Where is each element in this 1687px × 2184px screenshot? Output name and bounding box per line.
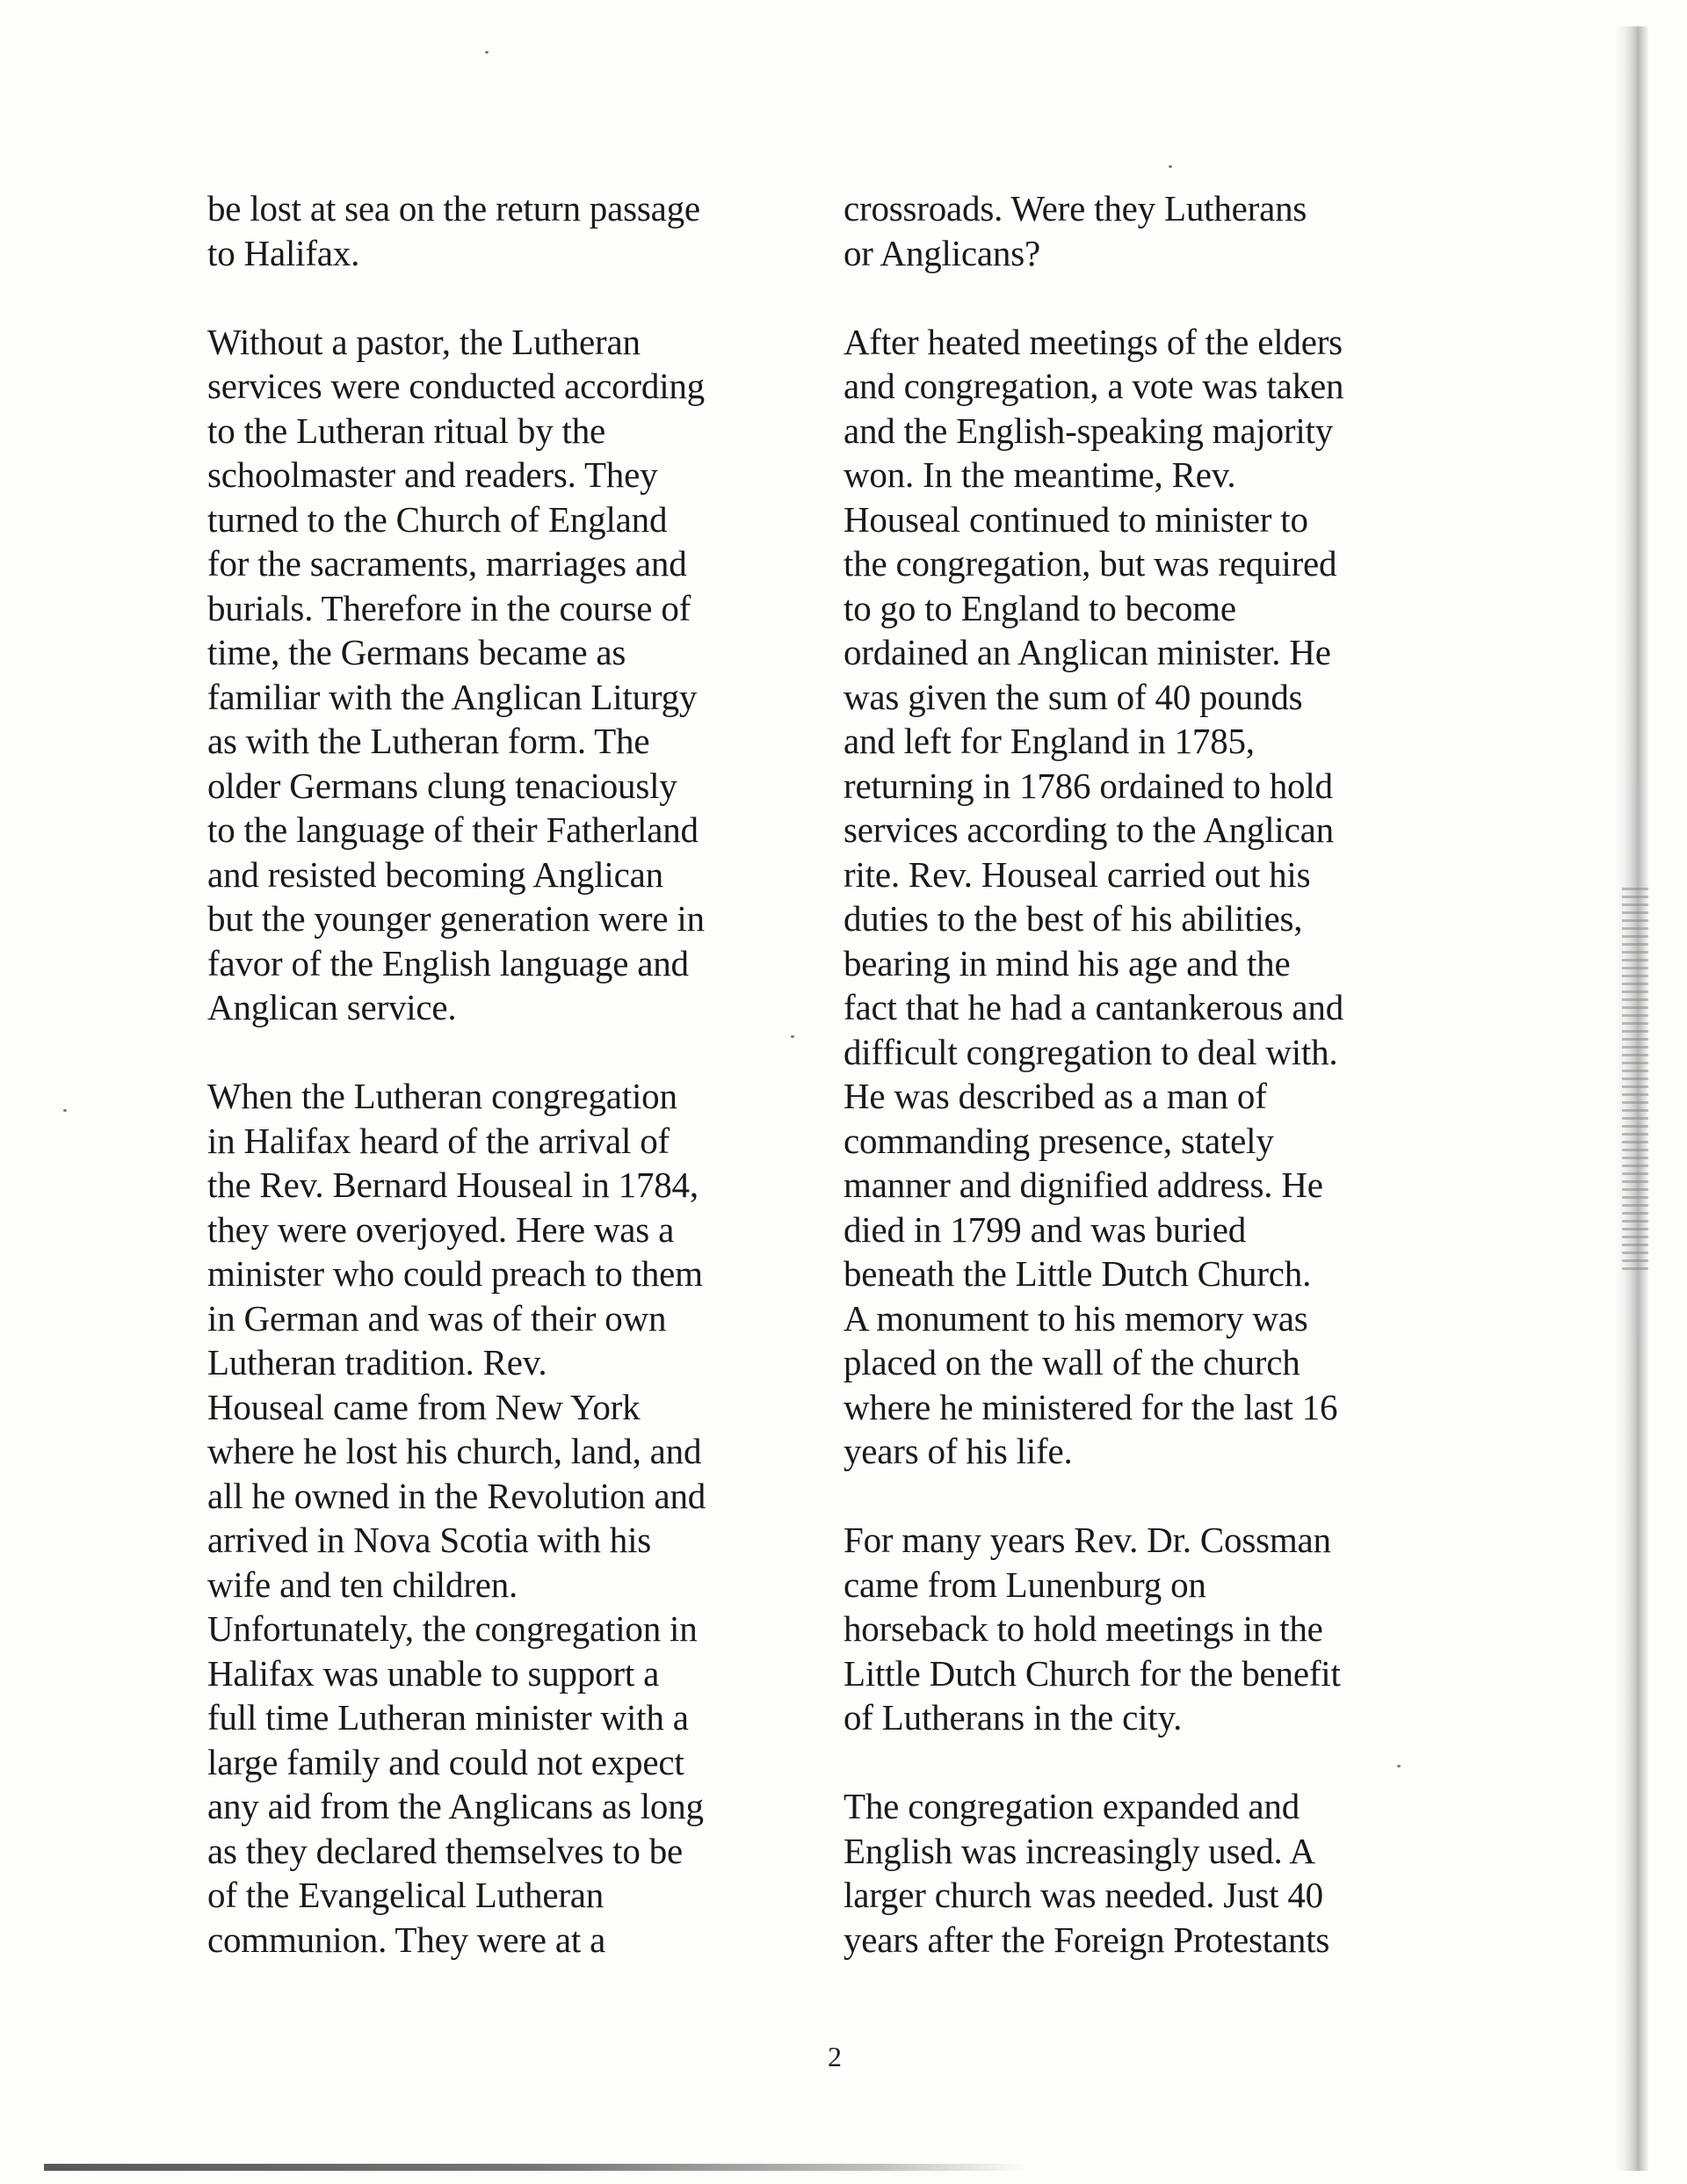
text-line: as they declared themselves to be: [207, 1830, 683, 1871]
text-line: Lutheran tradition. Rev.: [207, 1342, 547, 1382]
text-line: to the language of their Fatherland: [207, 809, 699, 850]
scan-speck: [1169, 165, 1172, 168]
text-line: services according to the Anglican: [844, 809, 1334, 850]
text-line: manner and dignified address. He: [844, 1165, 1323, 1205]
text-line: bearing in mind his age and the: [844, 942, 1291, 983]
text-line: When the Lutheran congregation: [207, 1076, 677, 1116]
text-line: where he lost his church, land, and: [207, 1431, 702, 1471]
text-line: to Halifax.: [207, 232, 360, 273]
right-column: [844, 186, 1476, 1962]
paragraph: [844, 186, 1476, 275]
scan-bottom-edge-line: [44, 2164, 1028, 2171]
text-line: communion. They were at a: [207, 1919, 606, 1960]
text-line: and resisted becoming Anglican: [207, 853, 663, 895]
text-line: and the English-speaking majority: [844, 410, 1334, 451]
text-line: and congregation, a vote was taken: [844, 366, 1344, 406]
text-line: of the Evangelical Lutheran: [207, 1875, 605, 1915]
text-line: large family and could not expect: [207, 1741, 684, 1782]
text-line: crossroads. Were they Lutherans: [844, 188, 1307, 229]
text-line: placed on the wall of the church: [844, 1342, 1300, 1382]
text-line: Anglican service.: [207, 987, 457, 1027]
text-line: Houseal came from New York: [207, 1386, 641, 1427]
text-line: schoolmaster and readers. They: [207, 454, 658, 495]
text-line: died in 1799 and was buried: [844, 1208, 1247, 1250]
text-line: as with the Lutheran form. The: [207, 721, 650, 761]
paragraph: [207, 1074, 840, 1962]
text-line: in Halifax heard of the arrival of: [207, 1120, 670, 1161]
text-line: After heated meetings of the elders: [844, 321, 1343, 362]
text-line: or Anglicans?: [844, 232, 1040, 273]
text-line: beneath the Little Dutch Church.: [844, 1253, 1312, 1294]
text-line: years of his life.: [844, 1431, 1073, 1471]
text-line: any aid from the Anglicans as long: [207, 1786, 704, 1826]
text-line: Unfortunately, the congregation in: [207, 1608, 698, 1649]
text-line: the Rev. Bernard Houseal in 1784,: [207, 1165, 699, 1205]
text-line: He was described as a man of: [844, 1076, 1267, 1116]
text-line: in German and was of their own: [207, 1297, 667, 1339]
text-line: burials. Therefore in the course of: [207, 587, 691, 628]
scan-speck: [63, 1109, 67, 1112]
text-line: returning in 1786 ordained to hold: [844, 765, 1333, 806]
text-line: minister who could preach to them: [207, 1253, 703, 1294]
text-line: ordained an Anglican minister. He: [844, 632, 1331, 672]
left-column: [207, 186, 840, 1962]
text-line: they were overjoyed. Here was a: [207, 1208, 675, 1250]
text-line: familiar with the Anglican Liturgy: [207, 676, 698, 717]
text-line: to the Lutheran ritual by the: [207, 410, 606, 451]
text-line: A monument to his memory was: [844, 1297, 1308, 1339]
text-line: Houseal continued to minister to: [844, 498, 1308, 540]
paragraph: [207, 186, 840, 275]
text-line: rite. Rev. Houseal carried out his: [844, 853, 1311, 895]
text-line: time, the Germans became as: [207, 632, 626, 672]
text-line: services were conducted according: [207, 366, 705, 406]
text-line: wife and ten children.: [207, 1564, 518, 1605]
text-line: the congregation, but was required: [844, 543, 1337, 584]
text-line: larger church was needed. Just 40: [844, 1875, 1323, 1915]
text-line: and left for England in 1785,: [844, 721, 1255, 761]
paragraph: [207, 320, 840, 1030]
text-line: horseback to hold meetings in the: [844, 1608, 1323, 1649]
text-line: turned to the Church of England: [207, 498, 668, 540]
page-number: 2: [828, 2041, 842, 2072]
text-line: English was increasingly used. A: [844, 1830, 1315, 1871]
text-line: years after the Foreign Protestants: [844, 1919, 1330, 1960]
text-line: full time Lutheran minister with a: [207, 1697, 689, 1738]
text-line: where he ministered for the last 16: [844, 1386, 1338, 1427]
text-line: older Germans clung tenaciously: [207, 765, 677, 806]
text-line: Little Dutch Church for the benefit: [844, 1652, 1341, 1694]
text-line: The congregation expanded and: [844, 1786, 1300, 1826]
text-line: won. In the meantime, Rev.: [844, 454, 1236, 495]
text-line: For many years Rev. Dr. Cossman: [844, 1520, 1331, 1560]
paragraph: [844, 1784, 1476, 1962]
text-line: was given the sum of 40 pounds: [844, 676, 1303, 717]
text-line: for the sacraments, marriages and: [207, 543, 687, 584]
text-line: came from Lunenburg on: [844, 1564, 1206, 1605]
text-line: all he owned in the Revolution and: [207, 1475, 706, 1516]
scan-speck: [1397, 1765, 1401, 1767]
text-line: of Lutherans in the city.: [844, 1697, 1183, 1738]
scan-speck: [485, 51, 489, 54]
scan-speck: [791, 1035, 794, 1038]
text-line: but the younger generation were in: [207, 898, 705, 939]
text-line: fact that he had a cantankerous and: [844, 987, 1344, 1027]
text-line: Without a pastor, the Lutheran: [207, 321, 641, 362]
scan-edge-shadow: [1615, 26, 1648, 2171]
text-line: Halifax was unable to support a: [207, 1652, 660, 1694]
text-line: to go to England to become: [844, 587, 1236, 628]
text-line: arrived in Nova Scotia with his: [207, 1520, 652, 1560]
paragraph: [844, 1518, 1476, 1740]
text-line: commanding presence, stately: [844, 1120, 1274, 1161]
text-line: favor of the English language and: [207, 942, 689, 983]
text-line: be lost at sea on the return passage: [207, 188, 700, 229]
text-line: difficult congregation to deal with.: [844, 1031, 1338, 1072]
paragraph: [844, 320, 1476, 1474]
text-line: duties to the best of his abilities,: [844, 898, 1303, 939]
